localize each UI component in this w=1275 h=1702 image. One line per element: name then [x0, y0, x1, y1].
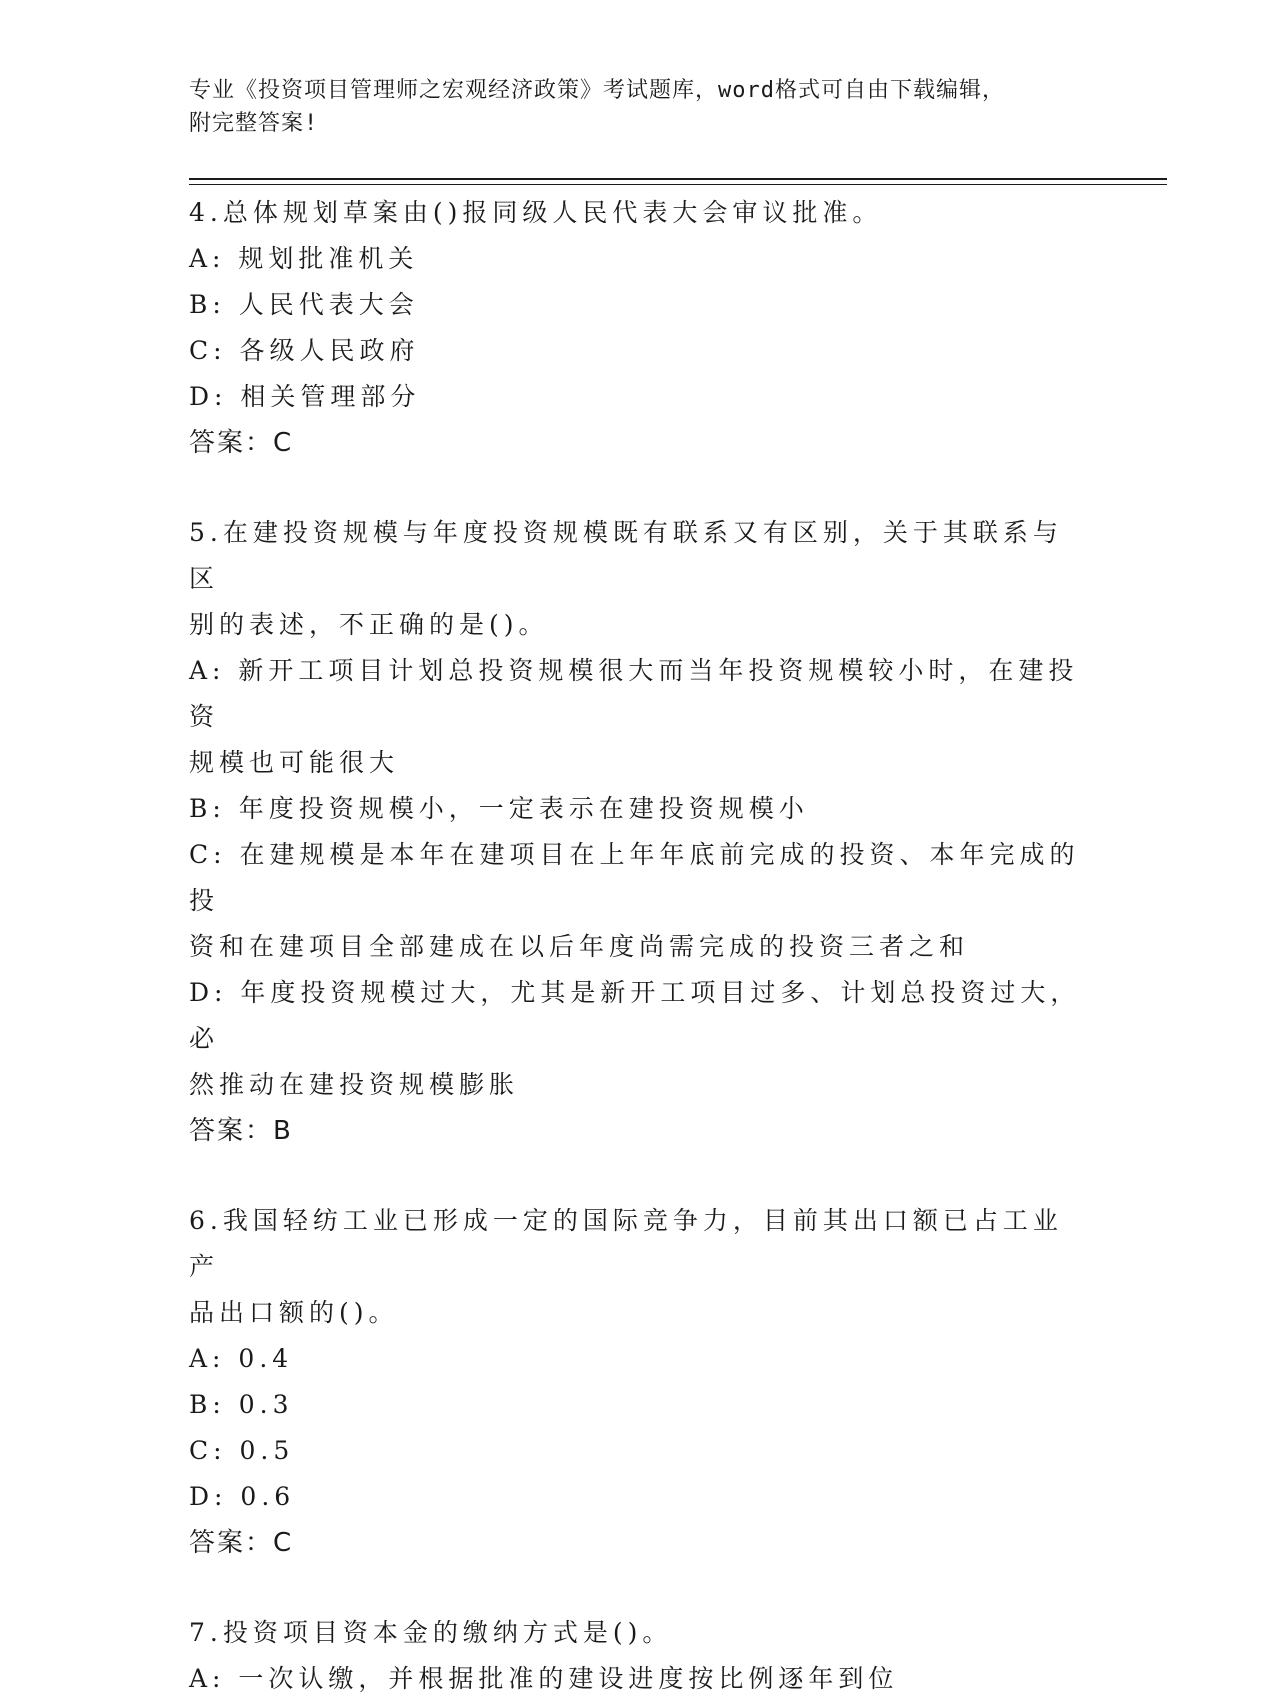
- question-stem: 6.我国轻纺工业已形成一定的国际竞争力，目前其出口额已占工业产: [189, 1206, 1063, 1281]
- question-stem: 4.总体规划草案由()报同级人民代表大会审议批准。: [189, 198, 883, 227]
- question-list: [189, 190, 1089, 1702]
- question-stem: 别的表述，不正确的是()。: [189, 610, 549, 639]
- answer-key: 答案：C: [189, 1528, 294, 1558]
- answer-option: 规模也可能很大: [189, 748, 400, 777]
- answer-option: A: 0.4: [189, 1344, 294, 1373]
- question-stem: 7.投资项目资本金的缴纳方式是()。: [189, 1618, 673, 1647]
- answer-key: 答案：C: [189, 428, 294, 458]
- document-header: [189, 74, 1069, 140]
- header-divider-thick: [189, 178, 1167, 180]
- question-spacer: [189, 466, 1089, 510]
- header-line-2: 附完整答案!: [189, 111, 319, 136]
- question-block: [189, 190, 1089, 466]
- answer-option: D: 年度投资规模过大，尤其是新开工项目过多、计划总投资过大，必: [189, 978, 1081, 1053]
- answer-option: B: 人民代表大会: [189, 290, 419, 319]
- answer-option: A: 新开工项目计划总投资规模很大而当年投资规模较小时，在建投资: [189, 656, 1079, 731]
- question-block: [189, 1610, 1089, 1702]
- answer-option: A: 规划批准机关: [189, 244, 419, 273]
- answer-option: B: 0.3: [189, 1390, 294, 1419]
- header-divider-thin: [189, 184, 1167, 185]
- answer-option: 然推动在建投资规模膨胀: [189, 1070, 520, 1099]
- question-stem: 品出口额的()。: [189, 1298, 399, 1327]
- answer-key: 答案：B: [189, 1116, 293, 1146]
- answer-option: C: 各级人民政府: [189, 336, 420, 365]
- question-stem: 5.在建投资规模与年度投资规模既有联系又有区别，关于其联系与区: [189, 518, 1063, 593]
- answer-option: D: 0.6: [189, 1482, 296, 1511]
- answer-option: C: 在建规模是本年在建项目在上年年底前完成的投资、本年完成的投: [189, 840, 1080, 915]
- answer-option: 资和在建项目全部建成在以后年度尚需完成的投资三者之和: [189, 932, 970, 961]
- answer-option: B: 年度投资规模小，一定表示在建投资规模小: [189, 794, 809, 823]
- answer-option: A: 一次认缴，并根据批准的建设进度按比例逐年到位: [189, 1664, 899, 1693]
- question-block: [189, 1198, 1089, 1566]
- question-spacer: [189, 1154, 1089, 1198]
- answer-option: C: 0.5: [189, 1436, 295, 1465]
- question-block: [189, 510, 1089, 1154]
- answer-option: D: 相关管理部分: [189, 382, 421, 411]
- header-line-1: 专业《投资项目管理师之宏观经济政策》考试题库，word格式可自由下载编辑，: [189, 78, 1005, 103]
- question-spacer: [189, 1566, 1089, 1610]
